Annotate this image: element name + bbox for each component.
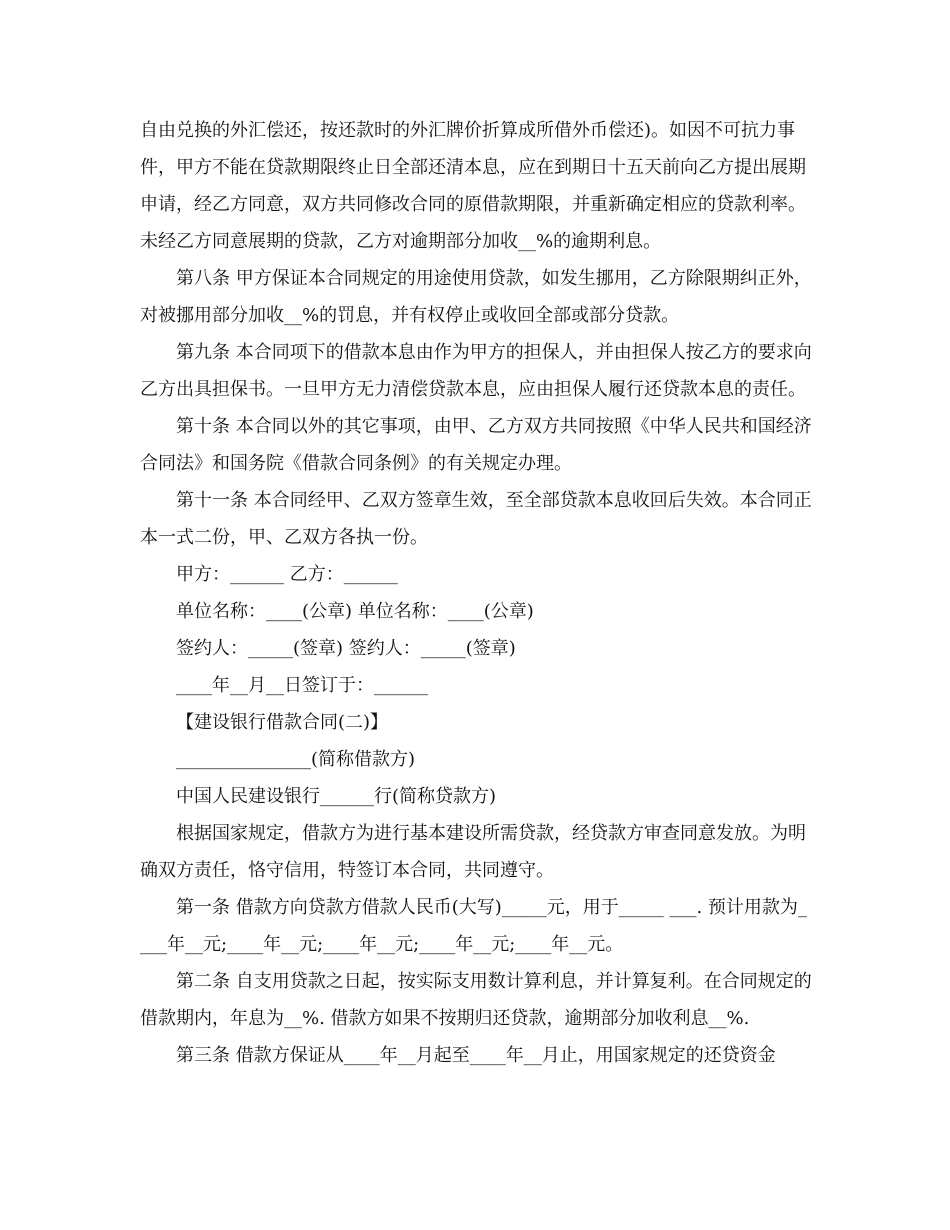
paragraph-continuation: 自由兑换的外汇偿还，按还款时的外汇牌价折算成所借外币偿还)。如因不可抗力事件，甲方不能在贷款期限终止日全部还清本息，应在到期日十五天前向乙方提出展期申请，经乙方同意，双方共同修改合同的原借款期限，并重新确定相应的贷款利率。未经乙方同意展期的贷款，乙方对逾期部分加收__%的逾期利息。 [140,120,806,252]
signer-line: 签约人：_____(签章) 签约人：_____(签章) [176,638,516,659]
clause-11: 第十一条 本合同经甲、乙双方签章生效，至全部贷款本息收回后失效。本合同正本一式二份，甲、乙双方各执一份。 [140,490,812,548]
lender-line: 中国人民建设银行______行(简称贷款方) [176,786,497,807]
borrower-line: _______________(简称借款方) [176,749,416,770]
date-line: ____年__月__日签订于：______ [176,675,428,696]
clause-10: 第十条 本合同以外的其它事项，由甲、乙方双方共同按照《中华人民共和国经济合同法》和国务院《借款合同条例》的有关规定办理。 [140,416,812,474]
party-line: 甲方：______ 乙方：______ [176,564,398,585]
clause-3: 第三条 借款方保证从____年__月起至____年__月止，用国家规定的还贷资金 [176,1045,776,1066]
preamble: 根据国家规定，借款方为进行基本建设所需贷款，经贷款方审查同意发放。为明确双方责任，恪守信用，特签订本合同，共同遵守。 [140,823,806,881]
clause-1: 第一条 借款方向贷款方借款人民币(大写)_____元，用于_____ ___. 预计用款为____年__元;____年__元;____年__元;____年__元;____年__元。 [140,897,807,955]
section-title: 【建设银行借款合同(二)】 [176,712,389,733]
unit-name-line: 单位名称：____(公章) 单位名称：____(公章) [176,601,534,622]
clause-9: 第九条 本合同项下的借款本息由作为甲方的担保人，并由担保人按乙方的要求向乙方出具担保书。一旦甲方无力清偿贷款本息，应由担保人履行还贷款本息的责任。 [140,342,812,400]
clause-2: 第二条 自支用贷款之日起，按实际支用数计算利息，并计算复利。在合同规定的借款期内，年息为__%. 借款方如果不按期归还贷款，逾期部分加收利息__%. [140,971,812,1029]
clause-8: 第八条 甲方保证本合同规定的用途使用贷款，如发生挪用，乙方除限期纠正外，对被挪用部分加收__%的罚息，并有权停止或收回全部或部分贷款。 [140,268,812,326]
